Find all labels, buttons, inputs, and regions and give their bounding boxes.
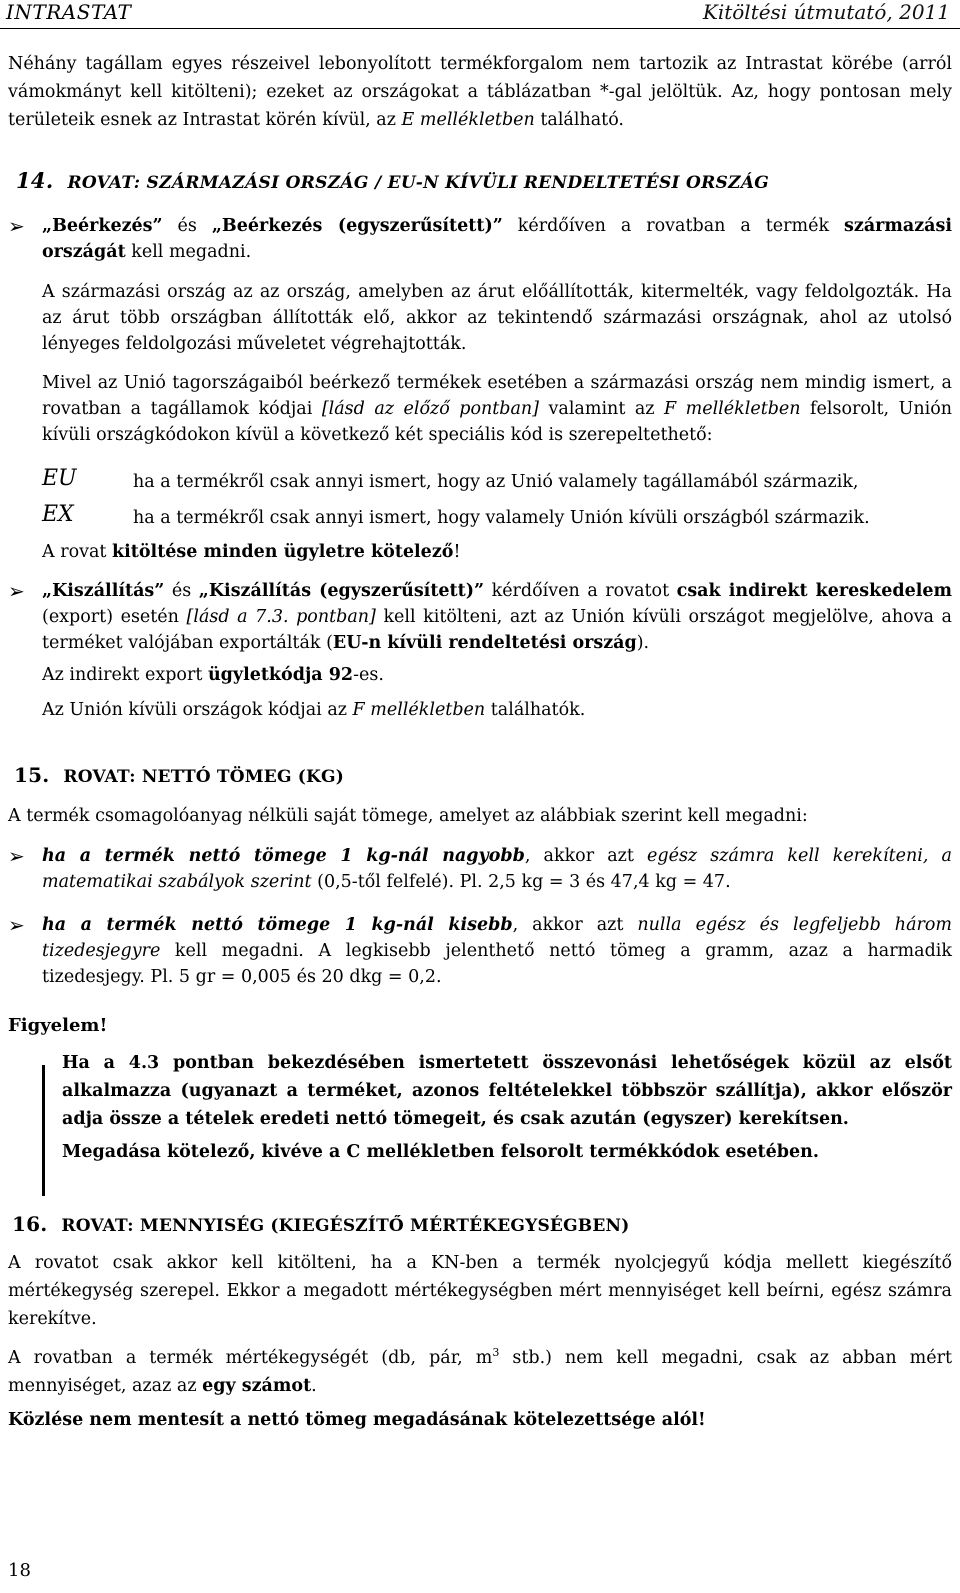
bullet-arrow-icon: ➢ <box>8 913 25 937</box>
header-subtitle: Kitöltési útmutató, 2011 <box>702 0 950 24</box>
code-ex: EX <box>42 502 74 527</box>
intro-paragraph: Néhány tagállam egyes részeivel lebonyolított termékforgalom nem tartozik az Intrastat körébe (arról vámokmányt kell kitölteni); ezeket az országokat a táblázatban *-gal jelöltük. Az, hogy pontosan mely területeik esnek az Intrastat körén kívül, az E mellékletben található. <box>8 54 952 130</box>
section-14-paragraph-2: A származási ország az az ország, amelyben az árut előállították, kitermelték, vagy feldolgozták. Ha az árut több országban állították elő, akkor az tekintendő származási országnak, ahol az utolsó lényeges feldolgozási műveletet végrehajtották. <box>42 282 952 354</box>
section-16-heading: 16. ROVAT: MENNYISÉG (KIEGÉSZÍTŐ MÉRTÉKEGYSÉGBEN) <box>12 1212 630 1236</box>
warning-label: Figyelem! <box>8 1015 108 1036</box>
bullet-arrow-icon: ➢ <box>8 214 25 238</box>
section-15-bullet-1: ha a termék nettó tömege 1 kg-nál nagyobb, akkor azt egész számra kell kerekíteni, a matematikai szabályok szerint (0,5-től felfelé). Pl. 2,5 kg = 3 és 47,4 kg = 47. <box>42 846 952 892</box>
section-15-paragraph-1: A termék csomagolóanyag nélküli saját tömege, amelyet az alábbiak szerint kell megadni: <box>8 806 808 826</box>
section-14-bullet-1: „Beérkezés” és „Beérkezés (egyszerűsített)” kérdőíven a rovatban a termék származási országát kell megadni. <box>42 216 953 262</box>
section-16-paragraph-2: A rovatban a termék mértékegységét (db, pár, $m^3$ stb.) nem kell megadni, csak az abban mért mennyiséget, azaz az egy számot. <box>8 1346 952 1396</box>
page-number: 18 <box>8 1560 31 1581</box>
section-14-bullet-2: „Kiszállítás” és „Kiszállítás (egyszerűsített)” kérdőíven a rovatot csak indirekt kereskedelem (export) esetén [lásd a 7.3. pontban] kell kitölteni, azt az Unión kívüli országot megjelölve, ahova a terméket valójában exportálták (EU-n kívüli rendeltetési ország). <box>42 581 953 653</box>
section-14-heading: 14. ROVAT: SZÁRMAZÁSI ORSZÁG / EU-N KÍVÜLI RENDELTETÉSI ORSZÁG <box>16 168 770 193</box>
code-eu-description: ha a termékről csak annyi ismert, hogy az Unió valamely tagállamából származik, <box>133 472 859 492</box>
section-15-heading: 15. ROVAT: NETTÓ TÖMEG (KG) <box>14 763 344 787</box>
warning-bar <box>42 1065 45 1196</box>
header-rule <box>0 28 960 29</box>
bullet-arrow-icon: ➢ <box>8 579 25 603</box>
section-14-paragraph-6: Az Unión kívüli országok kódjai az F mellékletben találhatók. <box>42 700 586 720</box>
section-16-paragraph-1: A rovatot csak akkor kell kitölteni, ha a KN-ben a termék nyolcjegyű kódja mellett kiegészítő mértékegység szerepel. Ekkor a megadott mértékegységben mért mennyiséget kell beírni, egész számra kerekítve. <box>8 1253 952 1329</box>
section-14-paragraph-5: Az indirekt export ügyletkódja 92-es. <box>42 665 384 685</box>
section-15-bullet-2: ha a termék nettó tömege 1 kg-nál kisebb, akkor azt nulla egész és legfeljebb három tizedesjegyre kell megadni. A legkisebb jelenthető nettó tömeg a gramm, azaz a harmadik tizedesjegy. Pl. 5 gr = 0,005 és 20 dkg = 0,2. <box>42 915 953 987</box>
header-title: INTRASTAT <box>6 0 132 24</box>
warning-paragraph-2: Megadása kötelező, kivéve a C mellékletben felsorolt termékkódok esetében. <box>62 1142 819 1162</box>
section-14-paragraph-4: A rovat kitöltése minden ügyletre kötelező! <box>42 542 461 562</box>
bullet-arrow-icon: ➢ <box>8 844 25 868</box>
section-14-paragraph-3: Mivel az Unió tagországaiból beérkező termékek esetében a származási ország nem mindig ismert, a rovatban a tagállamok kódjai [lásd az előző pontban] valamint az F mellékletben felsorolt, Unión kívüli országkódokon kívül a következő két speciális kód is szerepeltethető: <box>42 373 953 445</box>
section-16-paragraph-3: Közlése nem mentesít a nettó tömeg megadásának kötelezettsége alól! <box>8 1410 706 1430</box>
warning-paragraph-1: Ha a 4.3 pontban bekezdésében ismertetett összevonási lehetőségek közül az elsőt alkalmazza (ugyanazt a terméket, azonos feltételekkel többször szállítja), akkor először adja össze a tételek eredeti nettó tömegeit, és csak azután (egyszer) kerekítsen. <box>62 1053 952 1129</box>
code-eu: EU <box>42 466 77 491</box>
code-ex-description: ha a termékről csak annyi ismert, hogy valamely Unión kívüli országból származik. <box>133 508 870 528</box>
